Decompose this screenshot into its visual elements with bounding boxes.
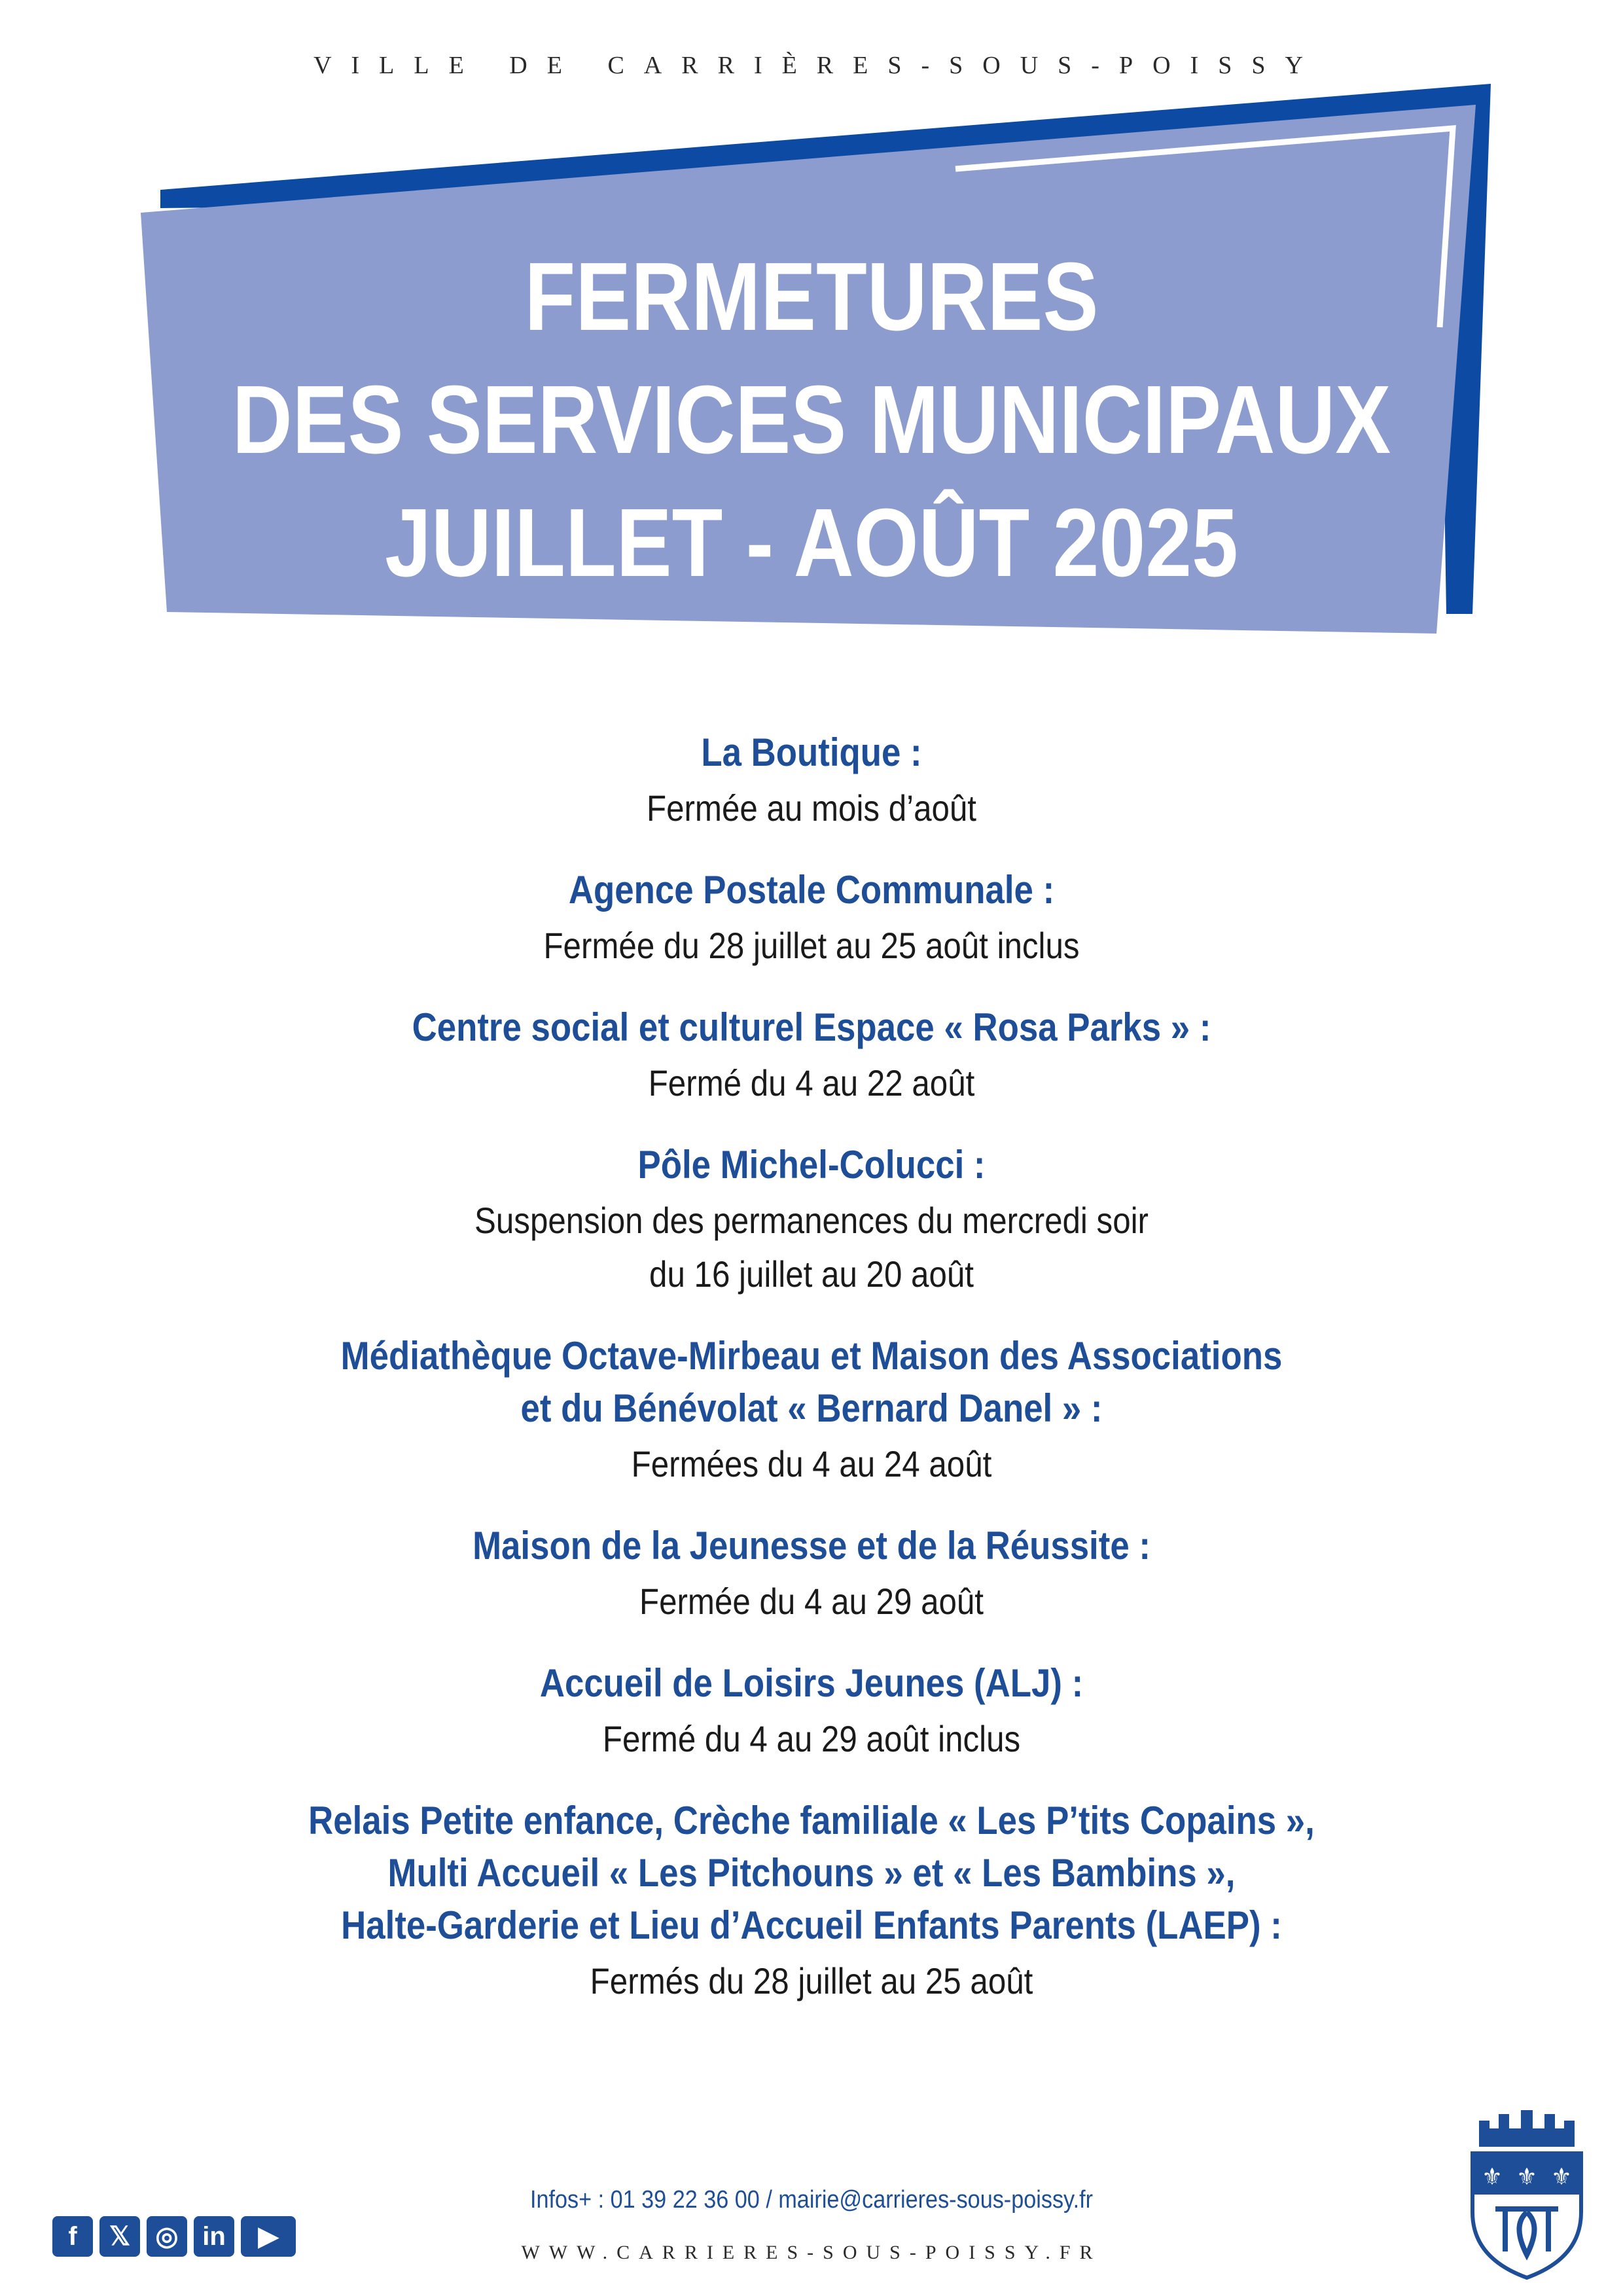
crest-crown [1479,2110,1575,2147]
service-detail-line: Fermée du 4 au 29 août [639,1581,984,1622]
service-detail-line: Fermé du 4 au 22 août [648,1062,975,1103]
service-name-line: Agence Postale Communale : [568,868,1055,912]
instagram-icon[interactable]: ◎ [147,2216,187,2257]
title-line-1: FERMETURES [524,243,1099,351]
service-name [213,1330,1410,1435]
page-title [232,236,1391,605]
service-name-line: Maison de la Jeunesse et de la Réussite : [473,1524,1150,1568]
service-la-boutique [131,726,1492,835]
x-icon[interactable]: 𝕏 [99,2216,140,2257]
service-detail-line: Suspension des permanences du mercredi soir [474,1200,1149,1241]
crest-lys-left: ⚜ [1481,2164,1503,2191]
service-name [213,726,1410,779]
service-detail-line: du 16 juillet au 20 août [649,1253,974,1295]
service-name-line: La Boutique : [701,730,922,774]
contact-info: Infos+ : 01 39 22 36 00 / mairie@carrieres-sous-poissy.fr [529,2186,1094,2214]
service-name-line: Médiathèque Octave-Mirbeau et Maison des Associations [340,1334,1283,1378]
city-name: VILLE DE CARRIÈRES-SOUS-POISSY [313,52,1323,79]
service-name-line: Multi Accueil « Les Pitchouns » et « Les Bambins », [387,1851,1236,1895]
crest-lys-center: ⚜ [1516,2164,1538,2191]
linkedin-icon[interactable]: in [194,2216,234,2257]
social-links [52,2216,296,2257]
service-detail [213,1056,1410,1110]
service-detail [213,1712,1410,1766]
service-alj [131,1657,1492,1766]
youtube-icon[interactable]: ▶ [241,2216,296,2257]
service-name-line: Centre social et culturel Espace « Rosa Parks » : [412,1005,1211,1049]
service-name-line: Pôle Michel-Colucci : [637,1143,986,1187]
service-detail-line: Fermés du 28 juillet au 25 août [590,1960,1033,2001]
service-centre-social [131,1001,1492,1110]
service-detail [213,1194,1410,1301]
crest-lys-right: ⚜ [1550,2164,1573,2191]
facebook-icon[interactable]: f [52,2216,93,2257]
service-name-line: et du Bénévolat « Bernard Danel » : [520,1386,1103,1430]
service-name-line: Halte-Garderie et Lieu d’Accueil Enfants Parents (LAEP) : [341,1903,1282,1947]
service-name [213,1795,1410,1952]
service-pole-michel-colucci [131,1139,1492,1301]
city-crest-logo [1466,2101,1588,2282]
service-detail [213,1437,1410,1491]
service-detail [213,781,1410,835]
service-detail-line: Fermé du 4 au 29 août inclus [602,1718,1021,1759]
service-maison-jeunesse [131,1520,1492,1628]
website-url[interactable]: WWW.CARRIERES-SOUS-POISSY.FR [521,2242,1102,2263]
service-agence-postale [131,864,1492,973]
service-name-line: Relais Petite enfance, Crèche familiale « Les P’tits Copains », [308,1799,1315,1842]
title-line-2: DES SERVICES MUNICIPAUX [232,366,1391,474]
service-name [213,864,1410,916]
service-mediatheque [131,1330,1492,1491]
service-name [213,1001,1410,1054]
title-line-3: JUILLET - AOÛT 2025 [385,489,1238,597]
service-detail-line: Fermée du 28 juillet au 25 août inclus [543,925,1080,966]
service-petite-enfance [131,1795,1492,2008]
service-detail-line: Fermée au mois d’août [647,787,976,829]
services-list [131,726,1492,2037]
service-name [213,1520,1410,1572]
service-detail [213,1575,1410,1628]
service-name [213,1139,1410,1191]
service-detail [213,919,1410,973]
service-name [213,1657,1410,1710]
service-detail-line: Fermées du 4 au 24 août [631,1443,992,1484]
service-name-line: Accueil de Loisirs Jeunes (ALJ) : [539,1661,1084,1705]
service-detail [213,1954,1410,2008]
